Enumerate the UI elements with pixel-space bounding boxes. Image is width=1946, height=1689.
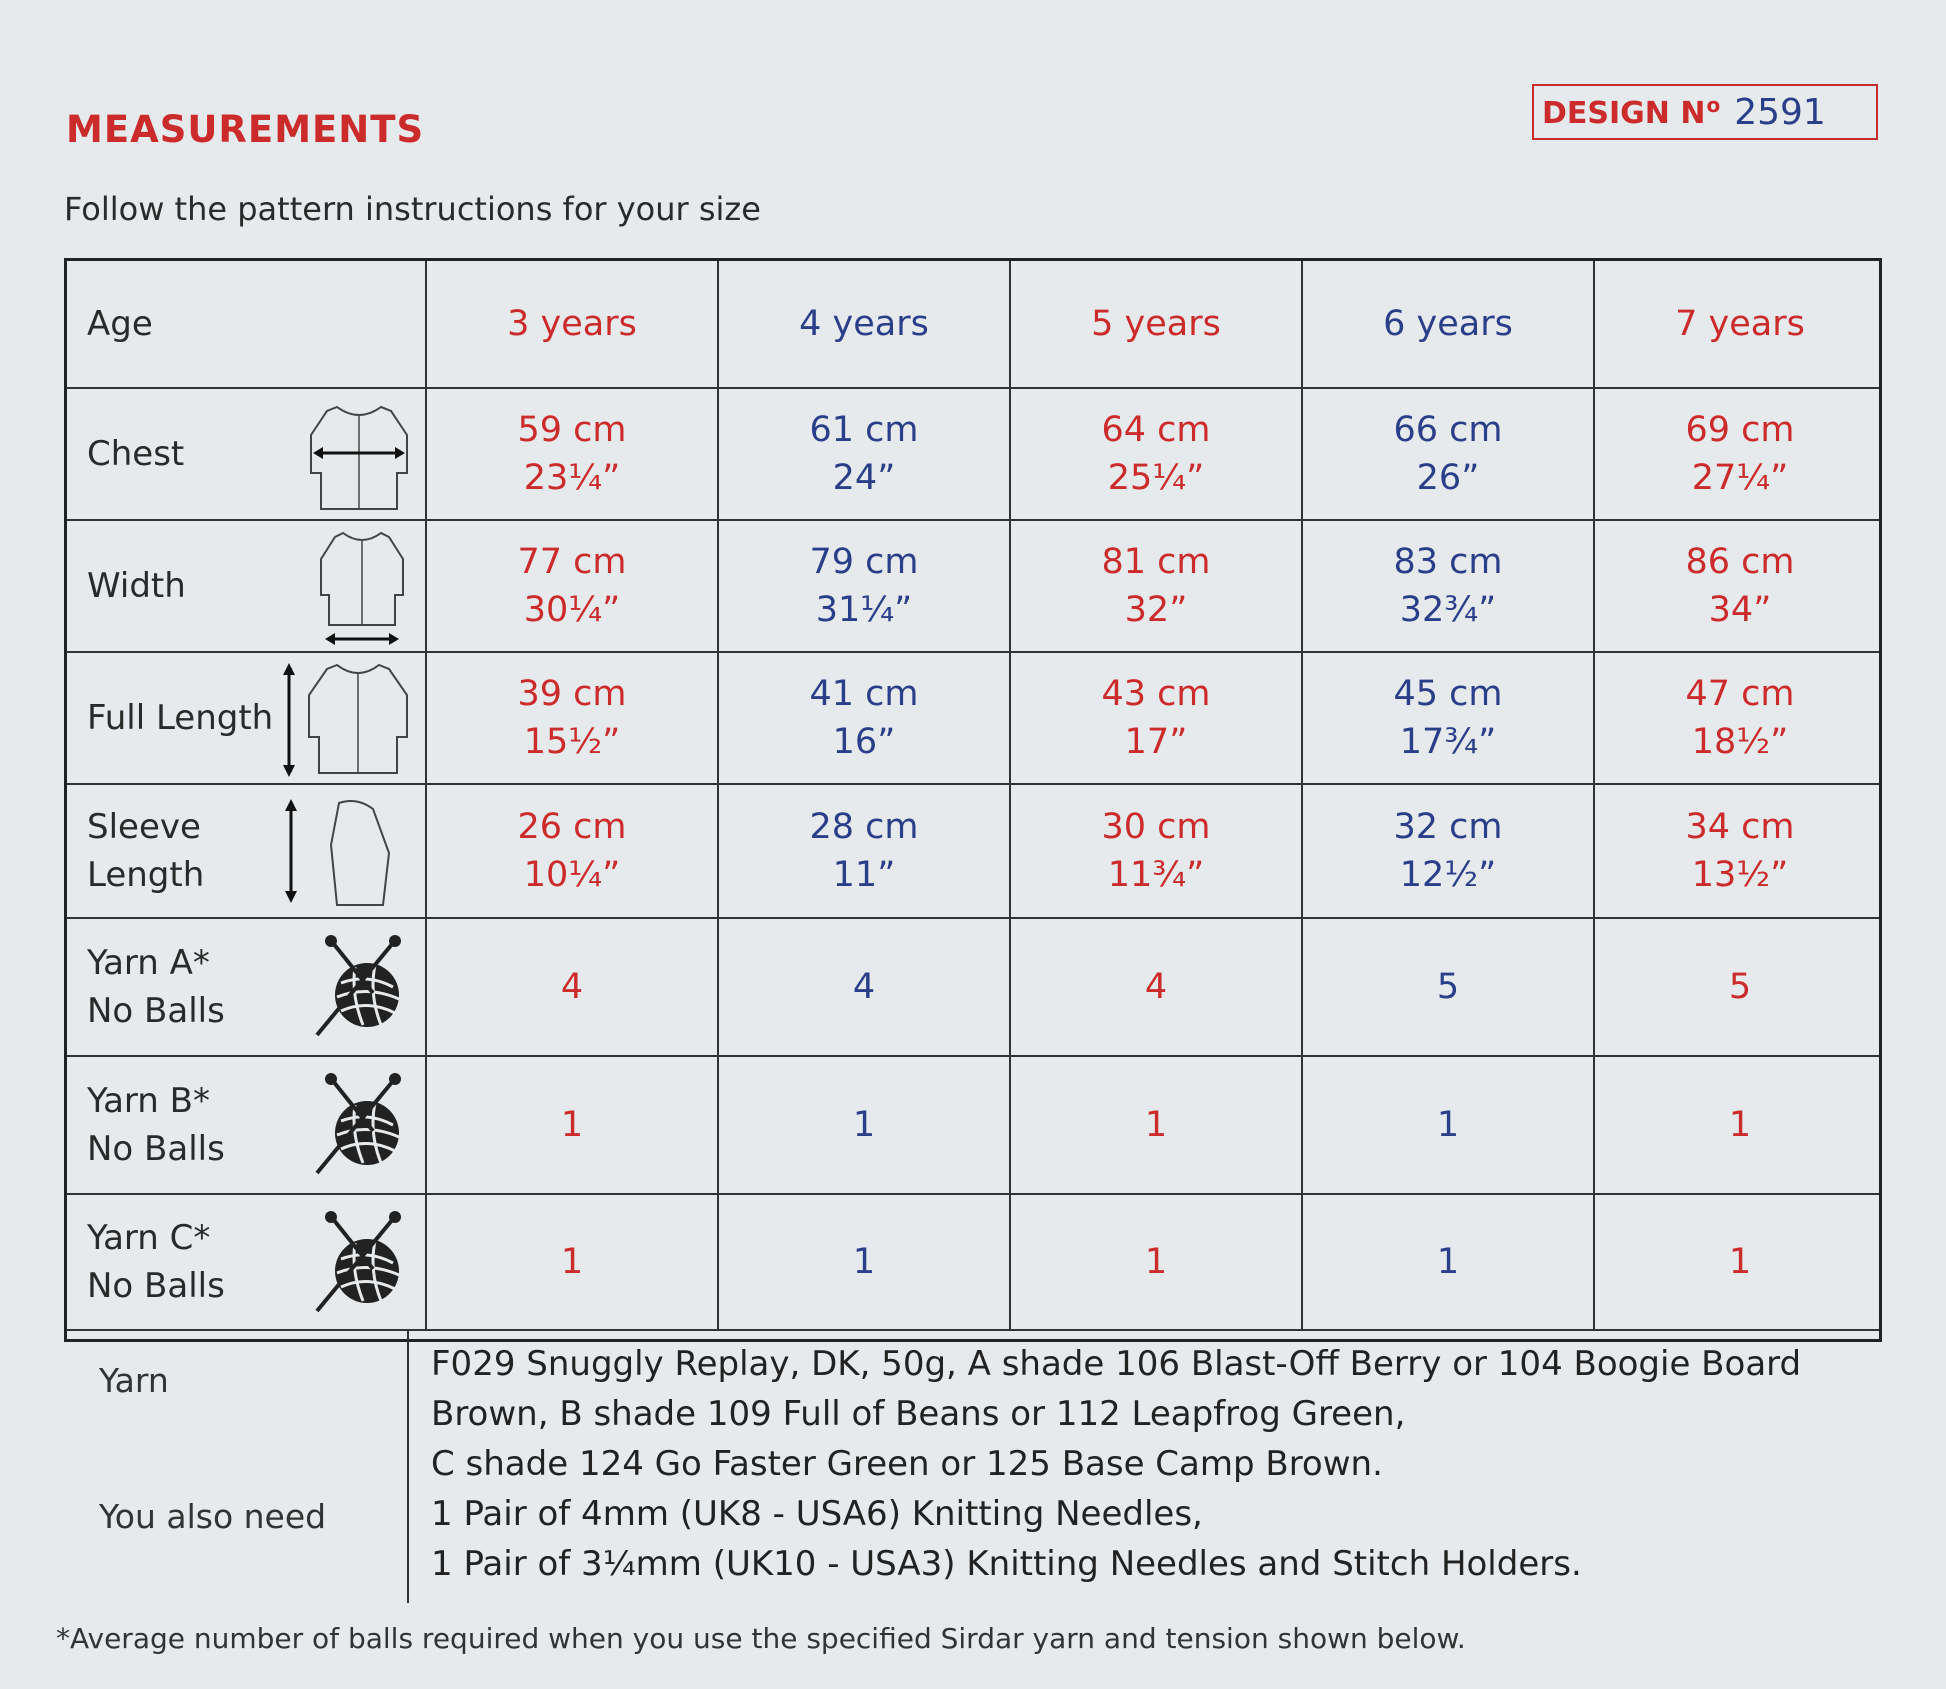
row-label: Sleeve xyxy=(87,807,201,847)
yarn-a-row xyxy=(67,919,1879,1057)
yarn-count-cell: 1 xyxy=(717,1057,1009,1193)
yarn-line: 1 Pair of 3¼mm (UK10 - USA3) Knitting Needles and Stitch Holders. xyxy=(431,1544,1582,1584)
footnote: *Average number of balls required when you use the specified Sirdar yarn and tension shown below. xyxy=(56,1622,1466,1655)
row-label: Yarn C* xyxy=(87,1218,211,1258)
also-need-label: You also need xyxy=(99,1497,327,1536)
measure-cell: 66 cm 26” xyxy=(1301,389,1593,519)
measure-cell: 86 cm 34” xyxy=(1593,521,1885,651)
age-cell: 5 years xyxy=(1009,261,1301,387)
measure-cell: 28 cm 11” xyxy=(717,785,1009,917)
yarn-count-cell: 5 xyxy=(1301,919,1593,1055)
width-label-cell xyxy=(67,521,425,651)
yarn-count-cell: 4 xyxy=(717,919,1009,1055)
measure-cell: 30 cm 11¾” xyxy=(1009,785,1301,917)
yarn-line: F029 Snuggly Replay, DK, 50g, A shade 106 Blast-Off Berry or 104 Boogie Board xyxy=(431,1344,1802,1384)
sleeve-length-row xyxy=(67,785,1879,919)
row-label: Width xyxy=(87,566,186,606)
yarn-line: Brown, B shade 109 Full of Beans or 112 Leapfrog Green, xyxy=(431,1394,1406,1434)
yarn-section-divider xyxy=(407,1331,409,1603)
measure-cell: 81 cm 32” xyxy=(1009,521,1301,651)
design-number: 2591 xyxy=(1734,91,1826,133)
measure-cell: 41 cm 16” xyxy=(717,653,1009,783)
age-cell: 6 years xyxy=(1301,261,1593,387)
yarn-ball-needles-icon xyxy=(311,1209,407,1319)
measure-cell: 32 cm 12½” xyxy=(1301,785,1593,917)
measure-cell: 34 cm 13½” xyxy=(1593,785,1885,917)
measure-cell: 59 cm 23¼” xyxy=(425,389,717,519)
age-cell: 4 years xyxy=(717,261,1009,387)
yarn-count-cell: 1 xyxy=(717,1195,1009,1329)
yarn-count-cell: 1 xyxy=(425,1195,717,1329)
measure-cell: 61 cm 24” xyxy=(717,389,1009,519)
row-label: Yarn A* xyxy=(87,943,210,983)
yarn-b-row xyxy=(67,1057,1879,1195)
yarn-count-cell: 1 xyxy=(1009,1057,1301,1193)
sleeve-length-icon xyxy=(277,793,397,911)
measure-cell: 39 cm 15½” xyxy=(425,653,717,783)
row-label-line2: No Balls xyxy=(87,991,225,1031)
yarn-count-cell: 1 xyxy=(1593,1195,1885,1329)
chest-width-garment-icon xyxy=(307,401,411,511)
row-label: Yarn B* xyxy=(87,1081,210,1121)
measurements-table xyxy=(64,258,1882,1584)
yarn-count-cell: 1 xyxy=(1009,1195,1301,1329)
row-label-line2: No Balls xyxy=(87,1266,225,1306)
yarn-requirements xyxy=(431,1339,1831,1589)
yarn-ball-needles-icon xyxy=(311,933,407,1043)
chest-label-cell xyxy=(67,389,425,519)
measure-cell: 47 cm 18½” xyxy=(1593,653,1885,783)
design-number-box xyxy=(1532,84,1878,140)
measure-cell: 45 cm 17¾” xyxy=(1301,653,1593,783)
yarn-count-cell: 1 xyxy=(425,1057,717,1193)
age-cell: 3 years xyxy=(425,261,717,387)
yarn-line: C shade 124 Go Faster Green or 125 Base Camp Brown. xyxy=(431,1444,1383,1484)
yarn-label: Yarn xyxy=(99,1361,169,1400)
yarn-ball-needles-icon xyxy=(311,1071,407,1181)
yarn-count-cell: 1 xyxy=(1301,1195,1593,1329)
yarn-b-label-cell xyxy=(67,1057,425,1193)
yarn-a-label-cell xyxy=(67,919,425,1055)
page-title: MEASUREMENTS xyxy=(66,108,425,151)
hem-width-garment-icon xyxy=(317,529,407,647)
yarn-c-label-cell xyxy=(67,1195,425,1329)
age-row xyxy=(67,261,1879,389)
design-label: DESIGN $N^o$ xyxy=(1542,93,1721,131)
full-length-label-cell xyxy=(67,653,425,783)
measure-cell: 79 cm 31¼” xyxy=(717,521,1009,651)
measure-cell: 26 cm 10¼” xyxy=(425,785,717,917)
yarn-c-row xyxy=(67,1195,1879,1331)
yarn-count-cell: 4 xyxy=(1009,919,1301,1055)
row-label: Chest xyxy=(87,434,185,474)
measure-cell: 43 cm 17” xyxy=(1009,653,1301,783)
age-cell: 7 years xyxy=(1593,261,1885,387)
full-length-row xyxy=(67,653,1879,785)
yarn-count-cell: 5 xyxy=(1593,919,1885,1055)
measure-cell: 69 cm 27¼” xyxy=(1593,389,1885,519)
measure-cell: 83 cm 32¾” xyxy=(1301,521,1593,651)
age-label-cell xyxy=(67,261,425,387)
measure-cell: 77 cm 30¼” xyxy=(425,521,717,651)
yarn-count-cell: 1 xyxy=(1301,1057,1593,1193)
yarn-line: 1 Pair of 4mm (UK8 - USA6) Knitting Needles, xyxy=(431,1494,1203,1534)
chest-row xyxy=(67,389,1879,521)
row-label: Age xyxy=(87,304,153,344)
measure-cell: 64 cm 25¼” xyxy=(1009,389,1301,519)
row-label-line2: Length xyxy=(87,855,205,895)
width-row xyxy=(67,521,1879,653)
sleeve-length-label-cell xyxy=(67,785,425,917)
subtitle: Follow the pattern instructions for your size xyxy=(64,190,761,228)
row-label: Full Length xyxy=(87,698,274,738)
row-label-line2: No Balls xyxy=(87,1129,225,1169)
yarn-count-cell: 1 xyxy=(1593,1057,1885,1193)
yarn-count-cell: 4 xyxy=(425,919,717,1055)
full-length-garment-icon xyxy=(277,659,417,781)
